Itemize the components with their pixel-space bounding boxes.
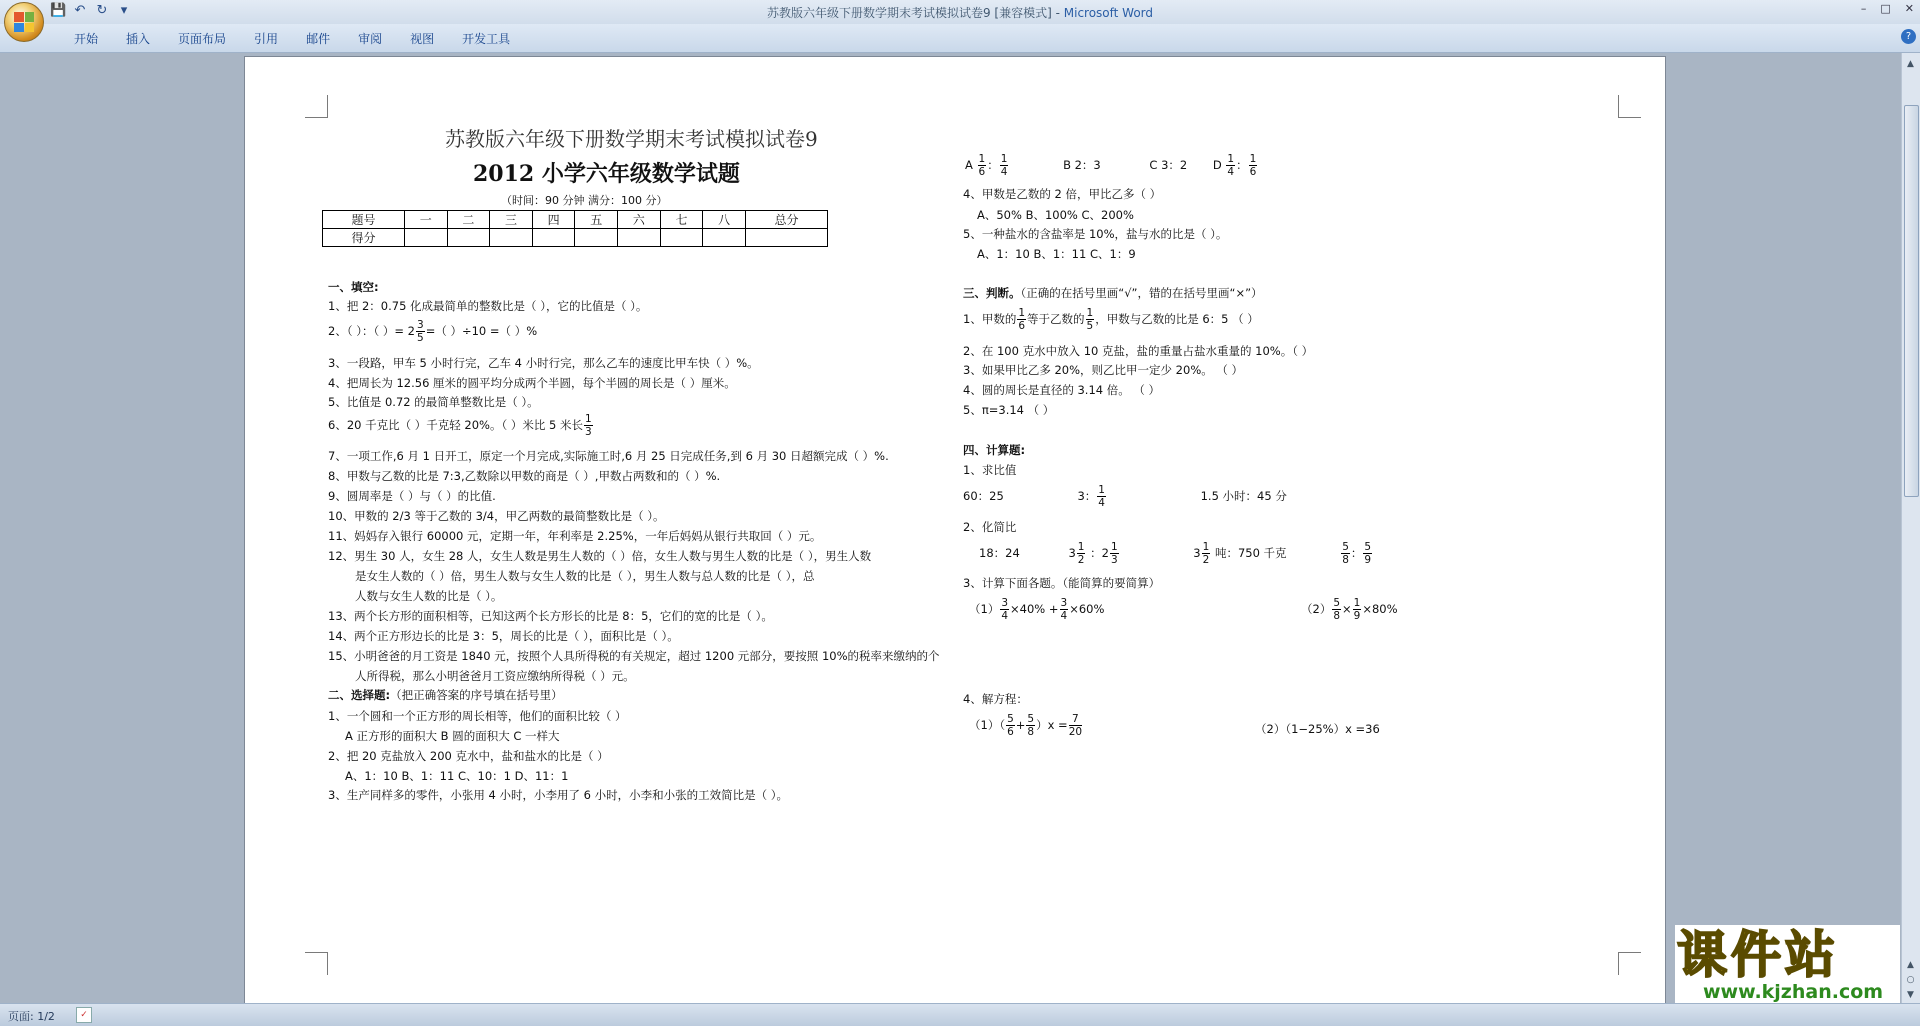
- options: A、50% B、100% C、200%: [977, 208, 1134, 222]
- fraction: [1097, 484, 1106, 509]
- question: 1、一个圆和一个正方形的周长相等，他们的面积比较（ ）: [328, 709, 627, 723]
- question: 5、比值是 0.72 的最简单整数比是（ ）。: [328, 395, 539, 409]
- minimize-button[interactable]: –: [1860, 2, 1867, 15]
- question: 2、把 20 克盐放入 200 克水中，盐和盐水的比是（ ）: [328, 749, 609, 763]
- right-column: [965, 57, 1665, 1007]
- numerator: 1: [1202, 541, 1210, 553]
- question: 3、一段路，甲车 5 小时行完，乙车 4 小时行完，那么乙车的速度比甲车快（ ）%。: [328, 356, 759, 370]
- denominator: 6: [1018, 320, 1026, 332]
- watermark-logo-text: 课件站: [1677, 926, 1839, 984]
- doc-heading: 2012 小学六年级数学试题: [473, 161, 740, 187]
- question-text: 2、（ ）：（ ）= 2: [328, 324, 415, 338]
- table-cell: 一: [404, 211, 447, 229]
- numerator: 3: [1001, 597, 1009, 609]
- numerator: 1: [1110, 541, 1118, 553]
- numerator: 3: [417, 319, 424, 331]
- option-d: D: [1212, 158, 1222, 172]
- fraction: [1000, 153, 1009, 178]
- table-cell: 七: [660, 211, 703, 229]
- numerator: 1: [1353, 597, 1361, 609]
- numerator: 5: [1333, 597, 1341, 609]
- numerator: 1: [1249, 153, 1257, 165]
- fraction: [1069, 713, 1082, 738]
- browse-object-icon[interactable]: ○: [1906, 975, 1915, 985]
- tab-developer[interactable]: 开发工具: [462, 32, 511, 46]
- close-button[interactable]: ✕: [1904, 2, 1914, 15]
- denominator: 20: [1068, 726, 1083, 738]
- help-icon[interactable]: ?: [1901, 29, 1916, 44]
- question-text: 等于乙数的: [1027, 312, 1085, 326]
- expr-a: 60：25: [963, 489, 1004, 503]
- denominator: 5: [417, 332, 424, 344]
- question: 10、甲数的 2/3 等于乙数的 3/4，甲乙两数的最简整数比是（ ）。: [328, 509, 665, 523]
- tab-home[interactable]: 开始: [74, 32, 99, 46]
- expr-d: $\frac{5}{8}$ ： $\frac{5}{9}$: [1342, 541, 1372, 566]
- question: 3、如果甲比乙多 20%，则乙比甲一定少 20%。 （ ）: [963, 363, 1244, 377]
- fraction: [1363, 541, 1372, 566]
- option-c: C 3：2: [1149, 158, 1188, 172]
- option-a: A: [965, 158, 973, 172]
- table-cell[interactable]: [575, 229, 618, 247]
- next-page-icon[interactable]: ▼: [1907, 990, 1914, 1000]
- question: 11、妈妈存入银行 60000 元，定期一年，年利率是 2.25%，一年后妈妈从银行共取回（ ）元。: [328, 529, 822, 543]
- question: 3、生产同样多的零件，小张用 4 小时，小李用了 6 小时，小李和小张的工效简比是（ ）。: [328, 788, 788, 802]
- question: 15、小明爸爸的月工资是 1840 元，按照个人具所得税的有关规定，超过 1200 元部分，要按照 10%的税率来缴纳的个: [328, 649, 940, 663]
- table-cell[interactable]: [490, 229, 533, 247]
- document-page[interactable]: [245, 57, 1665, 1007]
- tab-insert[interactable]: 插入: [126, 32, 151, 46]
- table-cell[interactable]: [532, 229, 575, 247]
- table-cell: 得分: [323, 229, 405, 247]
- page-indicator[interactable]: 页面: 1/2: [8, 1010, 55, 1023]
- section-note: （正确的在括号里画“√”，错的在括号里画“×”）: [1020, 286, 1263, 300]
- question: 2、在 100 克水中放入 10 克盐，盐的重量占盐水重量的 10%。（ ）: [963, 344, 1314, 358]
- options: A、1：10 B、1：11 C、10：1 D、11：1: [345, 769, 569, 783]
- tab-view[interactable]: 视图: [410, 32, 435, 46]
- denominator: 2: [1077, 554, 1085, 566]
- doc-subtitle: （时间：90 分钟 满分：100 分）: [501, 194, 668, 207]
- question: 是女生人数的（ ）倍，男生人数与女生人数的比是（ ），男生人数与总人数的比是（ ），总: [355, 569, 815, 583]
- fraction: [1249, 153, 1258, 178]
- table-cell: 三: [490, 211, 533, 229]
- question: 2、化简比: [963, 520, 1017, 534]
- denominator: 8: [1342, 554, 1349, 566]
- window-title: 苏教版六年级下册数学期末考试模拟试卷9 [兼容模式] - Microsoft Word: [766, 6, 1154, 20]
- section-note: （把正确答案的序号填在括号里）: [390, 688, 563, 702]
- fraction: [1060, 597, 1069, 622]
- numerator: 5: [1027, 713, 1035, 725]
- window-controls: [1861, 2, 1914, 15]
- section-calc: 四、计算题:: [963, 443, 1026, 457]
- status-bar: [0, 1003, 1920, 1026]
- denominator: 9: [1364, 554, 1372, 566]
- question: 7、一项工作,6 月 1 日开工，原定一个月完成,实际施工时,6 月 25 日完成任务,到 6 月 30 日超额完成（ ）%.: [328, 449, 889, 463]
- table-cell[interactable]: [703, 229, 746, 247]
- expr-c: 1.5 小时：45 分: [1200, 489, 1287, 503]
- question: 3、计算下面各题。（能简算的要简算）: [963, 576, 1161, 590]
- score-table: [322, 210, 828, 247]
- expression: （1）（ $\frac{5}{6}$ + $\frac{5}{8}$ ）x = $\frac{7}{20}$: [969, 713, 1083, 738]
- ribbon-tabs: [60, 30, 524, 47]
- undo-icon[interactable]: ↶: [74, 3, 86, 18]
- tab-page-layout[interactable]: 页面布局: [178, 32, 227, 46]
- numerator: 1: [1000, 153, 1008, 165]
- numerator: 3: [1060, 597, 1068, 609]
- denominator: 3: [585, 426, 592, 438]
- expr-label: （2）: [1301, 602, 1332, 616]
- denominator: 4: [1060, 610, 1068, 622]
- fraction: [1353, 597, 1362, 622]
- fraction: [1000, 597, 1009, 622]
- customize-qat-icon[interactable]: ▾: [120, 3, 128, 18]
- expr-text: ×60%: [1069, 602, 1105, 616]
- denominator: 4: [1001, 610, 1009, 622]
- question: [328, 413, 594, 438]
- question-text: 1、甲数的: [963, 312, 1017, 326]
- vertical-scrollbar[interactable]: [1901, 53, 1920, 1003]
- denominator: 4: [1000, 166, 1008, 178]
- scrollbar-thumb[interactable]: [1904, 105, 1919, 497]
- tab-review[interactable]: 审阅: [358, 32, 383, 46]
- fraction: [978, 153, 987, 178]
- question: 4、圆的周长是直径的 3.14 倍。 （ ）: [963, 383, 1161, 397]
- question: 1、把 2：0.75 化成最简单的整数比是（ ），它的比值是（ ）。: [328, 299, 648, 313]
- denominator: 6: [1007, 726, 1014, 738]
- denominator: 2: [1202, 554, 1210, 566]
- numerator: 1: [585, 413, 592, 425]
- table-cell: 总分: [745, 211, 827, 229]
- denominator: 4: [1098, 497, 1105, 509]
- question: 4、甲数是乙数的 2 倍，甲比乙多（ ）: [963, 187, 1162, 201]
- table-cell: 四: [532, 211, 575, 229]
- table-cell: 六: [618, 211, 661, 229]
- question-text: 6、20 千克比（ ）千克轻 20%。（ ）米比 5 米长: [328, 418, 584, 432]
- expression: （2） $\frac{5}{8}$ × $\frac{1}{9}$ ×80%: [1301, 597, 1398, 622]
- numerator: 1: [978, 153, 986, 165]
- fraction: [1110, 541, 1119, 566]
- app-name: Microsoft Word: [1063, 6, 1154, 20]
- save-icon[interactable]: 💾: [50, 3, 67, 18]
- section-title: 三、判断。: [963, 286, 1021, 300]
- numerator: 7: [1069, 713, 1082, 726]
- question: 9、圆周率是（ ）与（ ）的比值.: [328, 489, 496, 503]
- fraction: [1202, 541, 1211, 566]
- tab-mailings[interactable]: 邮件: [306, 32, 331, 46]
- office-logo-icon: [14, 12, 34, 32]
- section-fill-blank: 一、填空:: [328, 280, 379, 294]
- fraction: [1332, 597, 1341, 622]
- expr-c-text: 吨：750 千克: [1214, 546, 1287, 560]
- question: 4、把周长为 12.56 厘米的圆平均分成两个半圆，每个半圆的周长是（ ）厘米。: [328, 376, 736, 390]
- denominator: 8: [1027, 726, 1035, 738]
- office-button[interactable]: [4, 2, 44, 42]
- maximize-button[interactable]: □: [1880, 2, 1891, 15]
- question: 1、求比值: [963, 463, 1017, 477]
- question: 8、甲数与乙数的比是 7:3,乙数除以甲数的商是（ ）,甲数占两数和的（ ）%.: [328, 469, 721, 483]
- expression: [963, 484, 1287, 509]
- fraction: [1226, 153, 1235, 178]
- section-choice: [328, 687, 563, 703]
- fraction: [416, 319, 425, 344]
- document-title: 苏教版六年级下册数学期末考试模拟试卷9 [兼容模式]: [766, 6, 1052, 20]
- fraction: [1341, 541, 1350, 566]
- title-bar: [0, 0, 1920, 25]
- table-cell: 五: [575, 211, 618, 229]
- table-row: [323, 229, 828, 247]
- scroll-up-icon[interactable]: ▲: [1907, 59, 1914, 69]
- expr-text: ）x =: [1036, 718, 1068, 732]
- denominator: 6: [978, 166, 986, 178]
- denominator: 6: [1249, 166, 1257, 178]
- expr-text: ×80%: [1362, 602, 1398, 616]
- expression: （2）（1−25%）x =36: [1255, 722, 1380, 736]
- fraction: [1017, 307, 1026, 332]
- question: 人所得税，那么小明爸爸月工资应缴纳所得税（ ）元。: [355, 669, 635, 683]
- expr-b: 3：: [1077, 489, 1097, 503]
- expr-label: （1）: [969, 602, 1000, 616]
- tab-references[interactable]: 引用: [254, 32, 279, 46]
- fraction: [1026, 713, 1035, 738]
- site-watermark: [1675, 925, 1900, 1003]
- numerator: 1: [1086, 307, 1094, 319]
- expression: [969, 597, 1104, 622]
- denominator: 5: [1086, 320, 1094, 332]
- numerator: 1: [1018, 307, 1026, 319]
- table-row: [323, 211, 828, 229]
- question: 12、男生 30 人，女生 28 人，女生人数是男生人数的（ ）倍，女生人数与男生人数的比是（ ），男生人数: [328, 549, 872, 563]
- expr-b: 3 $\frac{1}{2}$ ：2 $\frac{1}{3}$: [1068, 541, 1118, 566]
- numerator: 1: [1227, 153, 1235, 165]
- denominator: 3: [1110, 554, 1118, 566]
- question: 人数与女生人数的比是（ ）。: [355, 589, 503, 603]
- section-title: 二、选择题:: [328, 688, 391, 702]
- denominator: 4: [1227, 166, 1235, 178]
- doc-title: 苏教版六年级下册数学期末考试模拟试卷9: [445, 127, 818, 151]
- table-cell: 二: [447, 211, 490, 229]
- fraction: [1077, 541, 1086, 566]
- proofing-icon[interactable]: ✓: [76, 1007, 92, 1023]
- options: A 正方形的面积大 B 圆的面积大 C 一样大: [345, 729, 560, 743]
- question-text: =（ ）÷10 =（ ）%: [425, 324, 538, 338]
- options: A $\frac{1}{6}$ ： $\frac{1}{4}$ B 2：3 C 3：2 D $\frac{1}{4}$ ： $\frac{1}{6}$: [965, 153, 1257, 178]
- numerator: 1: [1077, 541, 1085, 553]
- table-cell: 题号: [323, 211, 405, 229]
- expr-a: 18：24: [979, 546, 1020, 560]
- denominator: 9: [1353, 610, 1361, 622]
- left-column: [245, 57, 965, 1007]
- numerator: 1: [1098, 484, 1105, 496]
- question: [328, 319, 537, 344]
- question: [963, 307, 1259, 332]
- option-b: B 2：3: [1063, 158, 1101, 172]
- table-cell[interactable]: [447, 229, 490, 247]
- fraction: [584, 413, 593, 438]
- table-cell[interactable]: [404, 229, 447, 247]
- denominator: 8: [1333, 610, 1341, 622]
- expr-label: （1）（: [969, 718, 1006, 732]
- fraction: [1006, 713, 1015, 738]
- question: 5、π=3.14 （ ）: [963, 403, 1055, 417]
- expr-text: ×40% +: [1010, 602, 1059, 616]
- question-text: ，甲数与乙数的比是 6：5 （ ）: [1095, 312, 1259, 326]
- table-cell[interactable]: [618, 229, 661, 247]
- section-judge: [963, 285, 1263, 301]
- question: 14、两个正方形边长的比是 3：5，周长的比是（ ），面积比是（ ）。: [328, 629, 679, 643]
- previous-page-icon[interactable]: ▲: [1907, 960, 1914, 970]
- numerator: 5: [1007, 713, 1014, 725]
- expression: [979, 541, 1373, 566]
- question: 4、解方程：: [963, 692, 1028, 706]
- table-cell[interactable]: [745, 229, 827, 247]
- watermark-url: www.kjzhan.com: [1703, 981, 1884, 1003]
- table-cell[interactable]: [660, 229, 703, 247]
- redo-icon[interactable]: ↻: [96, 3, 108, 18]
- options: A、1：10 B、1：11 C、1：9: [977, 247, 1136, 261]
- table-cell: 八: [703, 211, 746, 229]
- question: 13、两个长方形的面积相等，已知这两个长方形长的比是 8：5，它们的宽的比是（ ）。: [328, 609, 773, 623]
- fraction: [1086, 307, 1095, 332]
- numerator: 5: [1342, 541, 1349, 553]
- expr-c: 3 $\frac{1}{2}$ 吨：750 千克: [1193, 541, 1287, 566]
- question: 5、一种盐水的含盐率是 10%，盐与水的比是（ ）。: [963, 227, 1228, 241]
- numerator: 5: [1364, 541, 1372, 553]
- ribbon: [0, 24, 1920, 53]
